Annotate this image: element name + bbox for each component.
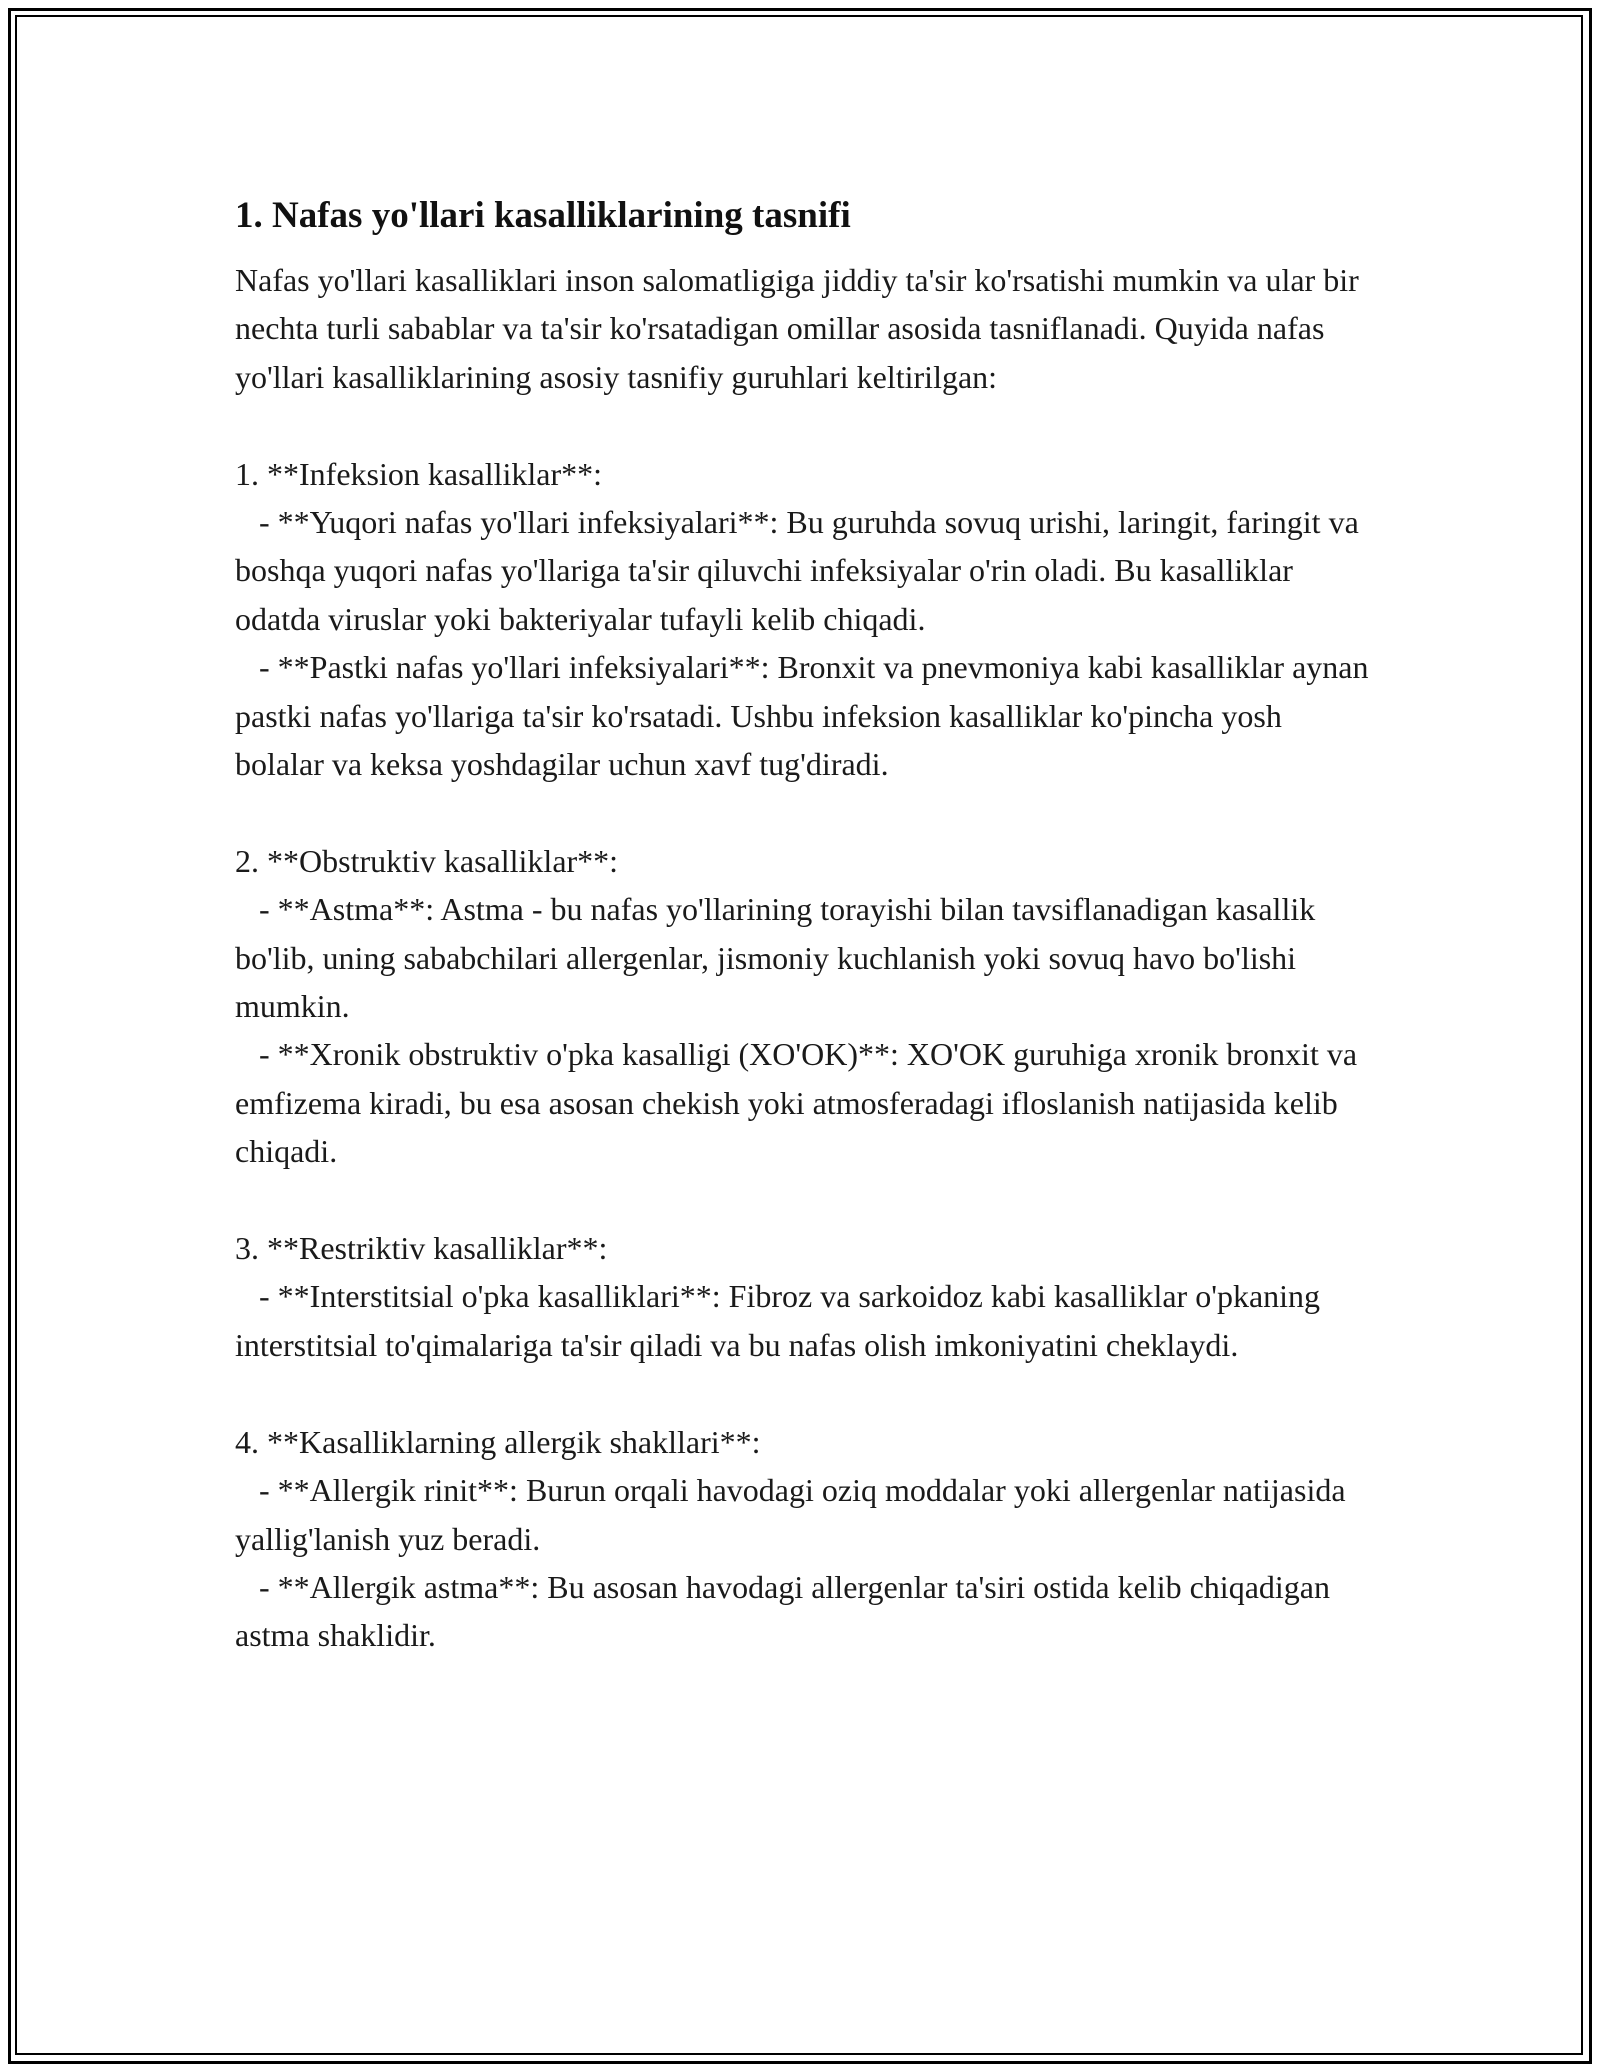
document-title: 1. Nafas yo'llari kasalliklarining tasnifi <box>235 195 851 236</box>
section-item: - **Allergik rinit**: Burun orqali havodagi oziq moddalar yoki allergenlar natijasida yallig'lanish yuz beradi. <box>235 1472 1354 1557</box>
section-item: - **Xronik obstruktiv o'pka kasalligi (XO'OK)**: XO'OK guruhiga xronik bronxit va emfizema kiradi, bu esa asosan chekish yoki atmosferadagi ifloslanish natijasida kelib chiqadi. <box>235 1036 1366 1170</box>
section-heading: 2. **Obstruktiv kasalliklar**: <box>235 842 619 879</box>
section-item: - **Yuqori nafas yo'llari infeksiyalari**: Bu guruhda sovuq urishi, laringit, faringit va boshqa yuqori nafas yo'llariga ta'sir qiluvchi infeksiyalar o'rin oladi. Bu kasalliklar odatda viruslar yoki bakteriyalar tufayli kelib chiqadi. <box>235 504 1367 637</box>
section-item: - **Astma**: Astma - bu nafas yo'llarining torayishi bilan tavsiflanadigan kasallik bo'lib, uning sababchilari allergenlar, jismoniy kuchlanish yoki sovuq havo bo'lishi mumkin. <box>235 891 1324 1025</box>
section-restriktiv <box>235 1224 1375 1369</box>
section-item: - **Interstitsial o'pka kasalliklari**: Fibroz va sarkoidoz kabi kasalliklar o'pkaning interstitsial to'qimalariga ta'sir qiladi va bu nafas olish imkoniyatini cheklaydi. <box>235 1278 1329 1363</box>
section-obstruktiv <box>235 837 1375 1176</box>
section-allergik <box>235 1418 1375 1660</box>
paragraph-spacer <box>235 788 1375 836</box>
section-infeksion <box>235 450 1375 789</box>
intro-paragraph: Nafas yo'llari kasalliklari inson salomatligiga jiddiy ta'sir ko'rsatishi mumkin va ular bir nechta turli sabablar va ta'sir ko'rsatadigan omillar asosida tasniflanadi. Quyida nafas yo'llari kasalliklarining asosiy tasnifiy guruhlari keltirilgan: <box>235 262 1367 395</box>
paragraph-spacer <box>235 1369 1375 1417</box>
document-body <box>235 188 1375 1660</box>
section-heading: 1. **Infeksion kasalliklar**: <box>235 455 603 492</box>
section-item: - **Pastki nafas yo'llari infeksiyalari**: Bronxit va pnevmoniya kabi kasalliklar aynan pastki nafas yo'llariga ta'sir ko'rsatadi. Ushbu infeksion kasalliklar ko'pincha yosh bolalar va keksa yoshdagilar uchun xavf tug'diradi. <box>235 649 1377 783</box>
paragraph-spacer <box>235 1176 1375 1224</box>
section-heading: 4. **Kasalliklarning allergik shakllari**: <box>235 1423 761 1460</box>
paragraph-spacer <box>235 401 1375 449</box>
section-heading: 3. **Restriktiv kasalliklar**: <box>235 1230 608 1267</box>
section-item: - **Allergik astma**: Bu asosan havodagi allergenlar ta'siri ostida kelib chiqadigan astma shaklidir. <box>235 1568 1338 1654</box>
